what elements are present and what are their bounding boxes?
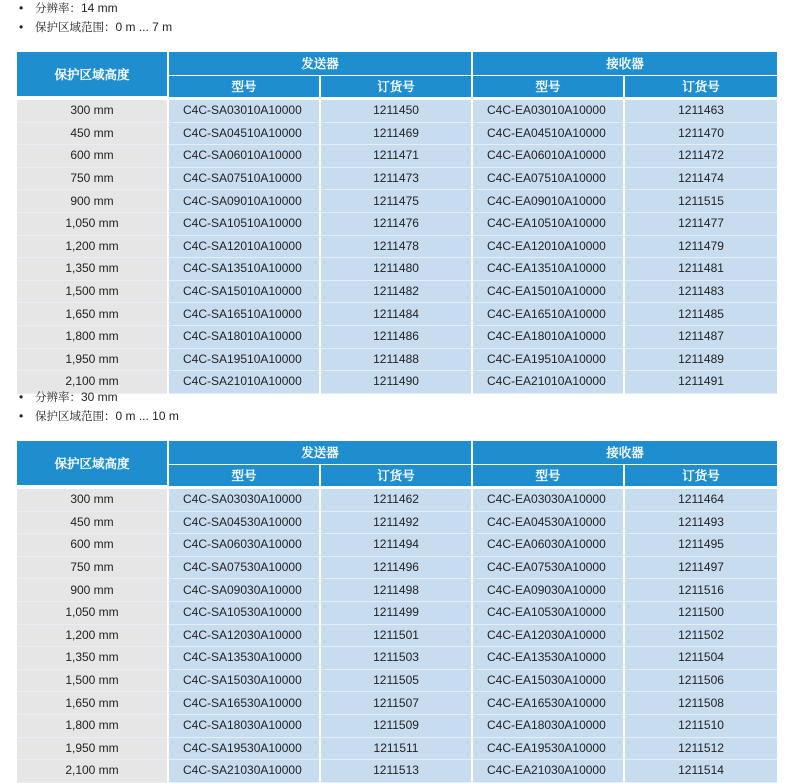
cell-sender-order: 1211486 xyxy=(321,326,471,349)
cell-protective-height: 1,800 mm xyxy=(17,715,167,738)
cell-sender-model: C4C-SA04510A10000 xyxy=(169,123,319,146)
cell-sender-order: 1211494 xyxy=(321,534,471,557)
cell-protective-height: 1,500 mm xyxy=(17,670,167,693)
spec-range: • 保护区域范围：0 m ... 7 m xyxy=(0,18,172,37)
cell-sender-order: 1211501 xyxy=(321,625,471,648)
cell-sender-model: C4C-SA16510A10000 xyxy=(169,303,319,326)
cell-receiver-order: 1211516 xyxy=(625,579,777,602)
table-row xyxy=(17,236,777,259)
cell-protective-height: 600 mm xyxy=(17,534,167,557)
table-row xyxy=(17,670,777,693)
table-body xyxy=(17,100,777,394)
cell-sender-order: 1211488 xyxy=(321,349,471,372)
order-table-30mm xyxy=(15,441,779,783)
cell-receiver-order: 1211472 xyxy=(625,145,777,168)
cell-receiver-order: 1211510 xyxy=(625,715,777,738)
cell-sender-order: 1211480 xyxy=(321,258,471,281)
cell-receiver-order: 1211495 xyxy=(625,534,777,557)
table-row xyxy=(17,145,777,168)
cell-sender-order: 1211478 xyxy=(321,236,471,259)
cell-protective-height: 1,350 mm xyxy=(17,258,167,281)
header-height: 保护区域高度 xyxy=(17,52,167,97)
cell-receiver-model: C4C-EA19530A10000 xyxy=(473,738,623,761)
cell-receiver-model: C4C-EA06030A10000 xyxy=(473,534,623,557)
cell-receiver-model: C4C-EA13530A10000 xyxy=(473,647,623,670)
header-sender: 发送器 xyxy=(169,52,471,76)
table-row xyxy=(17,258,777,281)
cell-receiver-order: 1211514 xyxy=(625,760,777,783)
spec-list-30mm xyxy=(0,388,179,426)
cell-receiver-model: C4C-EA15010A10000 xyxy=(473,281,623,304)
cell-receiver-order: 1211512 xyxy=(625,738,777,761)
cell-sender-order: 1211513 xyxy=(321,760,471,783)
cell-sender-order: 1211492 xyxy=(321,512,471,535)
cell-receiver-order: 1211463 xyxy=(625,100,777,123)
table-row xyxy=(17,647,777,670)
cell-sender-model: C4C-SA12010A10000 xyxy=(169,236,319,259)
cell-sender-model: C4C-SA13510A10000 xyxy=(169,258,319,281)
cell-protective-height: 450 mm xyxy=(17,512,167,535)
cell-protective-height: 1,950 mm xyxy=(17,738,167,761)
header-sender-order: 订货号 xyxy=(321,465,471,486)
cell-sender-model: C4C-SA04530A10000 xyxy=(169,512,319,535)
cell-receiver-order: 1211464 xyxy=(625,489,777,512)
table-row xyxy=(17,760,777,783)
cell-protective-height: 900 mm xyxy=(17,579,167,602)
cell-sender-model: C4C-SA12030A10000 xyxy=(169,625,319,648)
cell-receiver-order: 1211515 xyxy=(625,190,777,213)
cell-receiver-order: 1211477 xyxy=(625,213,777,236)
cell-receiver-order: 1211504 xyxy=(625,647,777,670)
table-row xyxy=(17,489,777,512)
cell-receiver-model: C4C-EA15030A10000 xyxy=(473,670,623,693)
cell-receiver-model: C4C-EA06010A10000 xyxy=(473,145,623,168)
cell-sender-model: C4C-SA15030A10000 xyxy=(169,670,319,693)
table-row xyxy=(17,190,777,213)
cell-sender-model: C4C-SA21010A10000 xyxy=(169,371,319,394)
cell-receiver-model: C4C-EA12030A10000 xyxy=(473,625,623,648)
cell-receiver-model: C4C-EA10530A10000 xyxy=(473,602,623,625)
cell-sender-order: 1211507 xyxy=(321,692,471,715)
cell-receiver-model: C4C-EA04510A10000 xyxy=(473,123,623,146)
cell-sender-model: C4C-SA06030A10000 xyxy=(169,534,319,557)
cell-sender-order: 1211490 xyxy=(321,371,471,394)
cell-sender-order: 1211503 xyxy=(321,647,471,670)
cell-sender-order: 1211469 xyxy=(321,123,471,146)
cell-sender-model: C4C-SA03010A10000 xyxy=(169,100,319,123)
cell-sender-model: C4C-SA09030A10000 xyxy=(169,579,319,602)
header-receiver-order: 订货号 xyxy=(625,76,777,97)
cell-protective-height: 300 mm xyxy=(17,489,167,512)
cell-receiver-order: 1211485 xyxy=(625,303,777,326)
cell-receiver-model: C4C-EA16530A10000 xyxy=(473,692,623,715)
cell-sender-model: C4C-SA10530A10000 xyxy=(169,602,319,625)
cell-receiver-order: 1211474 xyxy=(625,168,777,191)
cell-receiver-model: C4C-EA19510A10000 xyxy=(473,349,623,372)
cell-receiver-order: 1211497 xyxy=(625,557,777,580)
cell-sender-order: 1211499 xyxy=(321,602,471,625)
cell-protective-height: 1,200 mm xyxy=(17,625,167,648)
cell-protective-height: 750 mm xyxy=(17,557,167,580)
cell-receiver-order: 1211500 xyxy=(625,602,777,625)
cell-sender-model: C4C-SA07510A10000 xyxy=(169,168,319,191)
cell-protective-height: 1,500 mm xyxy=(17,281,167,304)
cell-sender-model: C4C-SA18030A10000 xyxy=(169,715,319,738)
cell-receiver-model: C4C-EA09010A10000 xyxy=(473,190,623,213)
cell-sender-model: C4C-SA09010A10000 xyxy=(169,190,319,213)
cell-protective-height: 900 mm xyxy=(17,190,167,213)
table-row xyxy=(17,213,777,236)
cell-sender-order: 1211511 xyxy=(321,738,471,761)
header-receiver-model: 型号 xyxy=(473,465,623,486)
header-sender-model: 型号 xyxy=(169,76,319,97)
cell-protective-height: 1,200 mm xyxy=(17,236,167,259)
cell-sender-order: 1211476 xyxy=(321,213,471,236)
cell-sender-order: 1211509 xyxy=(321,715,471,738)
header-sender-order: 订货号 xyxy=(321,76,471,97)
cell-protective-height: 750 mm xyxy=(17,168,167,191)
cell-protective-height: 2,100 mm xyxy=(17,760,167,783)
cell-receiver-order: 1211483 xyxy=(625,281,777,304)
table-row xyxy=(17,534,777,557)
cell-sender-model: C4C-SA07530A10000 xyxy=(169,557,319,580)
cell-sender-model: C4C-SA15010A10000 xyxy=(169,281,319,304)
cell-sender-order: 1211496 xyxy=(321,557,471,580)
header-receiver-model: 型号 xyxy=(473,76,623,97)
cell-sender-order: 1211484 xyxy=(321,303,471,326)
cell-protective-height: 1,050 mm xyxy=(17,213,167,236)
spec-range: • 保护区域范围：0 m ... 10 m xyxy=(0,407,179,426)
table-row xyxy=(17,625,777,648)
header-sender-model: 型号 xyxy=(169,465,319,486)
spec-resolution: • 分辨率：14 mm xyxy=(0,0,172,18)
cell-receiver-model: C4C-EA21030A10000 xyxy=(473,760,623,783)
cell-receiver-order: 1211506 xyxy=(625,670,777,693)
cell-sender-order: 1211505 xyxy=(321,670,471,693)
cell-sender-order: 1211498 xyxy=(321,579,471,602)
cell-sender-model: C4C-SA21030A10000 xyxy=(169,760,319,783)
cell-protective-height: 1,650 mm xyxy=(17,692,167,715)
header-receiver: 接收器 xyxy=(473,52,777,76)
cell-receiver-model: C4C-EA13510A10000 xyxy=(473,258,623,281)
cell-receiver-model: C4C-EA18030A10000 xyxy=(473,715,623,738)
cell-receiver-order: 1211508 xyxy=(625,692,777,715)
cell-receiver-order: 1211491 xyxy=(625,371,777,394)
cell-sender-model: C4C-SA10510A10000 xyxy=(169,213,319,236)
cell-protective-height: 450 mm xyxy=(17,123,167,146)
cell-receiver-model: C4C-EA18010A10000 xyxy=(473,326,623,349)
cell-sender-model: C4C-SA18010A10000 xyxy=(169,326,319,349)
cell-sender-order: 1211475 xyxy=(321,190,471,213)
table-row xyxy=(17,123,777,146)
cell-sender-order: 1211471 xyxy=(321,145,471,168)
header-sender: 发送器 xyxy=(169,441,471,465)
table-row xyxy=(17,715,777,738)
table-row xyxy=(17,100,777,123)
table-row xyxy=(17,512,777,535)
cell-sender-model: C4C-SA13530A10000 xyxy=(169,647,319,670)
cell-receiver-model: C4C-EA03030A10000 xyxy=(473,489,623,512)
cell-sender-model: C4C-SA19510A10000 xyxy=(169,349,319,372)
cell-receiver-model: C4C-EA07510A10000 xyxy=(473,168,623,191)
table-row xyxy=(17,168,777,191)
header-height: 保护区域高度 xyxy=(17,441,167,486)
cell-receiver-order: 1211493 xyxy=(625,512,777,535)
cell-sender-model: C4C-SA16530A10000 xyxy=(169,692,319,715)
table-row xyxy=(17,281,777,304)
cell-sender-model: C4C-SA03030A10000 xyxy=(169,489,319,512)
table-row xyxy=(17,557,777,580)
cell-sender-order: 1211462 xyxy=(321,489,471,512)
spec-resolution: • 分辨率：30 mm xyxy=(0,388,179,407)
cell-protective-height: 2,100 mm xyxy=(17,371,167,394)
cell-sender-model: C4C-SA06010A10000 xyxy=(169,145,319,168)
cell-receiver-order: 1211489 xyxy=(625,349,777,372)
cell-receiver-order: 1211487 xyxy=(625,326,777,349)
cell-receiver-model: C4C-EA07530A10000 xyxy=(473,557,623,580)
header-receiver: 接收器 xyxy=(473,441,777,465)
table-row xyxy=(17,602,777,625)
cell-sender-order: 1211482 xyxy=(321,281,471,304)
cell-receiver-order: 1211481 xyxy=(625,258,777,281)
table-row xyxy=(17,326,777,349)
cell-receiver-model: C4C-EA16510A10000 xyxy=(473,303,623,326)
cell-protective-height: 1,650 mm xyxy=(17,303,167,326)
table-row xyxy=(17,579,777,602)
table-row xyxy=(17,349,777,372)
header-receiver-order: 订货号 xyxy=(625,465,777,486)
order-table-14mm xyxy=(15,52,779,394)
cell-protective-height: 1,950 mm xyxy=(17,349,167,372)
cell-protective-height: 1,800 mm xyxy=(17,326,167,349)
cell-protective-height: 1,350 mm xyxy=(17,647,167,670)
cell-sender-order: 1211473 xyxy=(321,168,471,191)
cell-receiver-model: C4C-EA09030A10000 xyxy=(473,579,623,602)
cell-sender-order: 1211450 xyxy=(321,100,471,123)
cell-receiver-model: C4C-EA03010A10000 xyxy=(473,100,623,123)
cell-sender-model: C4C-SA19530A10000 xyxy=(169,738,319,761)
cell-protective-height: 300 mm xyxy=(17,100,167,123)
table-row xyxy=(17,303,777,326)
spec-list-14mm xyxy=(0,0,172,37)
cell-receiver-model: C4C-EA10510A10000 xyxy=(473,213,623,236)
table-row xyxy=(17,692,777,715)
cell-receiver-model: C4C-EA21010A10000 xyxy=(473,371,623,394)
table-body xyxy=(17,489,777,783)
cell-protective-height: 600 mm xyxy=(17,145,167,168)
cell-protective-height: 1,050 mm xyxy=(17,602,167,625)
cell-receiver-order: 1211502 xyxy=(625,625,777,648)
cell-receiver-order: 1211479 xyxy=(625,236,777,259)
table-row xyxy=(17,738,777,761)
cell-receiver-model: C4C-EA12010A10000 xyxy=(473,236,623,259)
cell-receiver-model: C4C-EA04530A10000 xyxy=(473,512,623,535)
cell-receiver-order: 1211470 xyxy=(625,123,777,146)
